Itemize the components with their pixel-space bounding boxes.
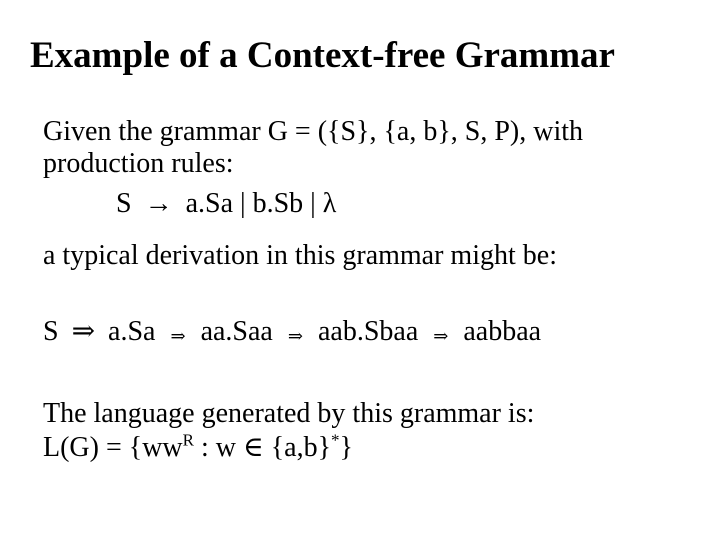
derives-arrow-icon: ⇒ [287, 326, 303, 346]
derives-arrow-icon: ⇒ [170, 326, 186, 346]
rule-arrow-icon: → [144, 188, 173, 219]
grammar-intro-line: Given the grammar G = ({S}, {a, b}, S, P), with [43, 116, 584, 147]
derivation-result: aabbaa [463, 316, 542, 347]
language-prefix: L(G) = {ww [43, 432, 183, 463]
language-suffix: } [339, 432, 353, 463]
language-definition [43, 432, 353, 464]
production-rules-label: production rules: [43, 148, 234, 179]
rule-lhs: S [116, 188, 132, 219]
derivation-sequence [43, 316, 541, 350]
derives-arrow-icon: ⇒ [433, 326, 449, 346]
kleene-star-superscript: * [331, 430, 340, 450]
derivation-intro: a typical derivation in this grammar might be: [43, 240, 557, 271]
derivation-step: a.Sa [108, 316, 156, 347]
derivation-step: aab.Sbaa [317, 316, 419, 347]
derivation-step: aa.Saa [200, 316, 273, 347]
reverse-superscript: R [182, 430, 194, 450]
derives-arrow-icon: ⇒ [71, 316, 96, 347]
production-rule [116, 188, 336, 220]
slide-title: Example of a Context-free Grammar [30, 35, 615, 76]
language-middle: : w ∈ {a,b} [194, 432, 332, 463]
rule-rhs: a.Sa | b.Sb | λ [185, 188, 337, 219]
derivation-start: S [43, 316, 59, 347]
language-statement: The language generated by this grammar is: [43, 398, 535, 429]
